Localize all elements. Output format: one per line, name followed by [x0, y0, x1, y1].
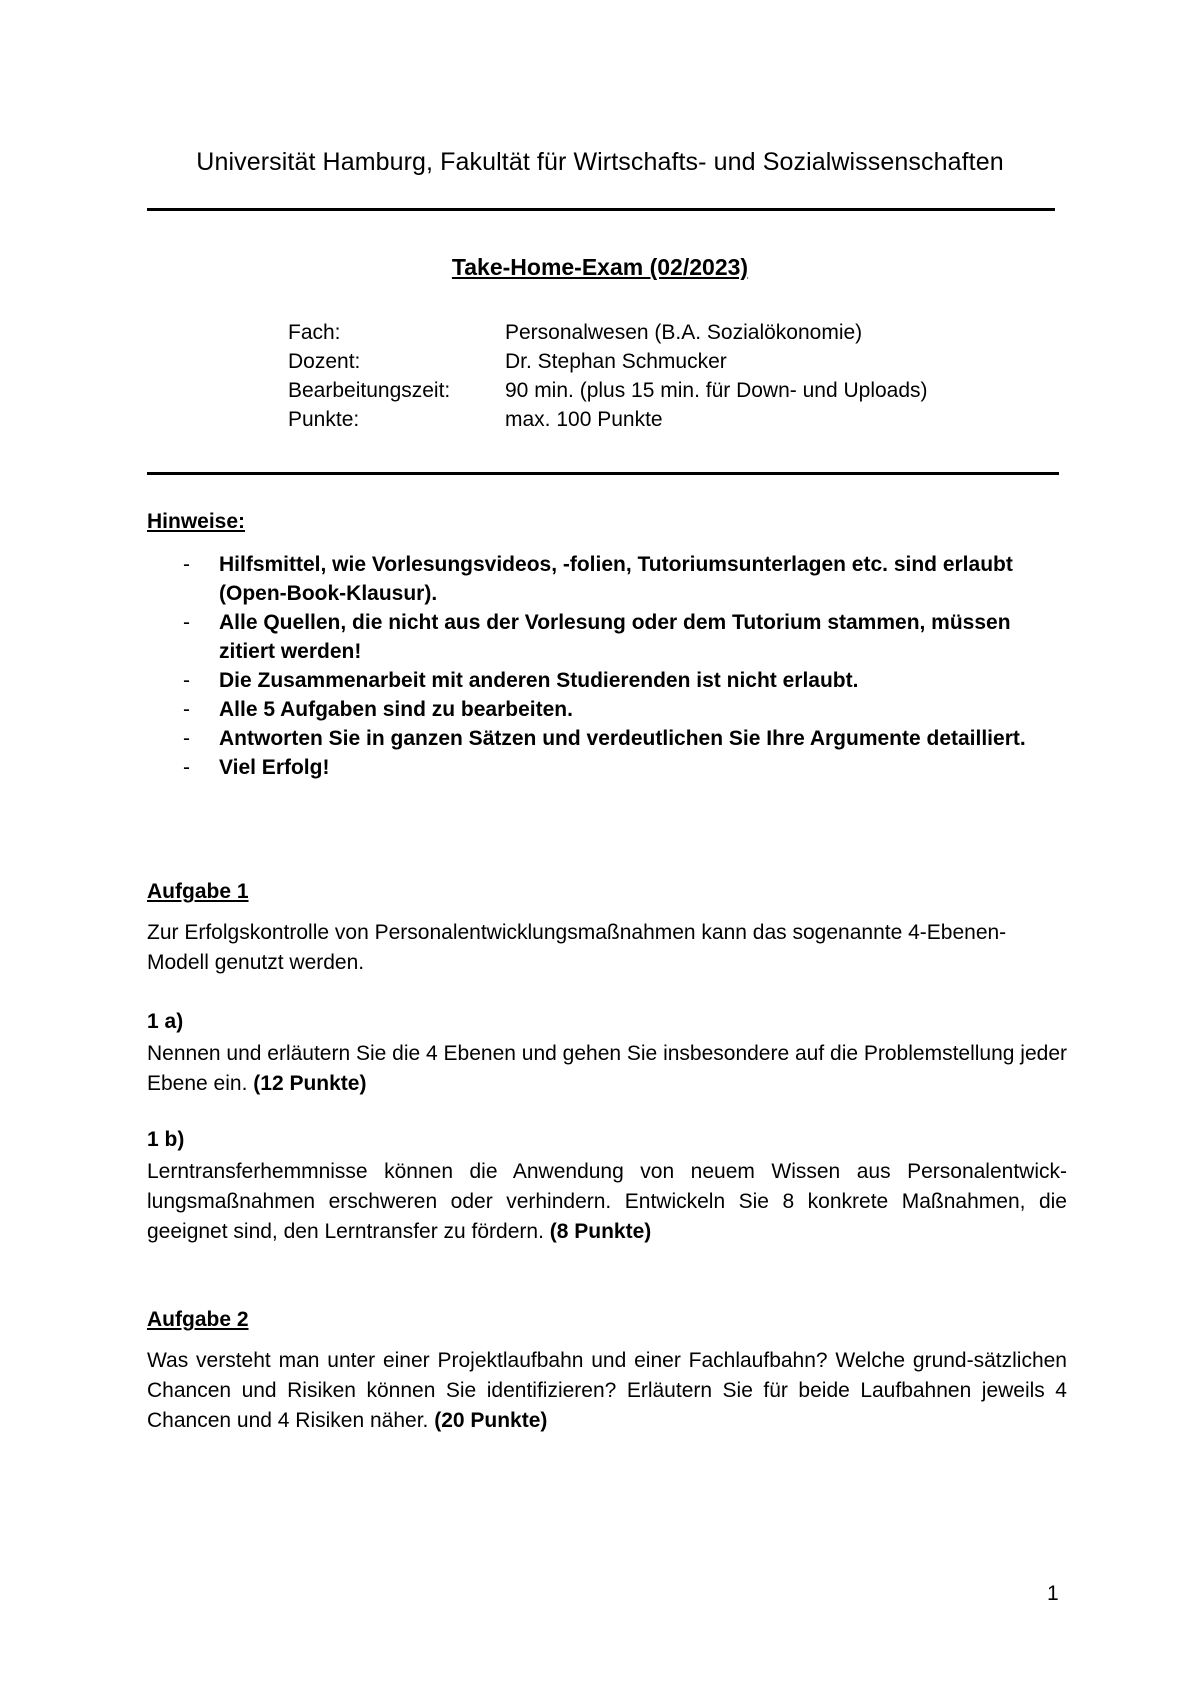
list-dash: - — [183, 669, 190, 692]
meta-label: Punkte: — [288, 408, 360, 431]
meta-value: 90 min. (plus 15 min. für Down- und Uploads) — [505, 379, 928, 402]
task1-heading: Aufgabe 1 — [147, 880, 249, 903]
meta-label: Fach: — [288, 321, 341, 344]
task2-text: Was versteht man unter einer Projektlaufbahn und einer Fachlaufbahn? Welche grund-sätzlichen Chancen und Risiken können Sie identifizieren? Erläutern Sie für beide Laufbahnen jeweils 4 Chancen und 4 Risiken näher. — [147, 1349, 1067, 1432]
meta-label: Bearbeitungszeit: — [288, 379, 451, 402]
hint-text: Alle Quellen, die nicht aus der Vorlesung oder dem Tutorium stammen, müssen zitiert werden! — [219, 611, 1011, 663]
task1a-label: 1 a) — [147, 1010, 184, 1033]
list-item — [183, 695, 1063, 724]
list-item — [183, 550, 1063, 608]
task1a-question — [147, 1039, 1067, 1099]
list-dash: - — [183, 727, 190, 750]
task1b-text: Lerntransferhemmnisse können die Anwendung von neuem Wissen aus Personalentwick-lungsmaßnahmen erschweren oder verhindern. Entwickeln Sie 8 konkrete Maßnahmen, die geeignet sind, den Lerntransfer zu fördern. — [147, 1160, 1067, 1243]
meta-label: Dozent: — [288, 350, 361, 373]
meta-value: max. 100 Punkte — [505, 408, 663, 431]
task2-heading: Aufgabe 2 — [147, 1308, 249, 1331]
task1b-label: 1 b) — [147, 1128, 185, 1151]
hint-text: Viel Erfolg! — [219, 756, 330, 779]
info-divider — [147, 472, 1059, 475]
hint-text: Hilfsmittel, wie Vorlesungsvideos, -folien, Tutoriumsunterlagen etc. sind erlaubt (Open-Book-Klausur). — [219, 553, 1013, 605]
meta-value: Personalwesen (B.A. Sozialökonomie) — [505, 321, 863, 344]
task2-question — [147, 1346, 1067, 1436]
meta-row-lecturer — [288, 347, 928, 376]
meta-row-duration — [288, 376, 928, 405]
list-dash: - — [183, 698, 190, 721]
hint-text: Antworten Sie in ganzen Sätzen und verdeutlichen Sie Ihre Argumente detailliert. — [219, 727, 1026, 750]
university-header: Universität Hamburg, Fakultät für Wirtschafts- und Sozialwissenschaften — [196, 148, 1004, 176]
list-item — [183, 608, 1063, 666]
exam-title: Take-Home-Exam (02/2023) — [451, 254, 749, 280]
list-item — [183, 724, 1063, 753]
task1b-points: (8 Punkte) — [549, 1220, 652, 1243]
list-dash: - — [183, 553, 190, 576]
hint-text: Die Zusammenarbeit mit anderen Studierenden ist nicht erlaubt. — [219, 669, 859, 692]
hint-text: Alle 5 Aufgaben sind zu bearbeiten. — [219, 698, 573, 721]
list-dash: - — [183, 756, 190, 779]
list-item — [183, 666, 1063, 695]
hints-list — [183, 550, 1063, 782]
task2-points: (20 Punkte) — [434, 1409, 548, 1432]
task1b-question — [147, 1157, 1067, 1247]
task1a-points: (12 Punkte) — [253, 1072, 367, 1095]
page-number: 1 — [1047, 1582, 1059, 1605]
header-divider — [147, 208, 1055, 211]
meta-row-subject — [288, 318, 928, 347]
meta-value: Dr. Stephan Schmucker — [505, 350, 727, 373]
list-dash: - — [183, 611, 190, 634]
hints-heading: Hinweise: — [147, 510, 246, 533]
task1-intro: Zur Erfolgskontrolle von Personalentwicklungsmaßnahmen kann das sogenannte 4-Ebenen-Modell genutzt werden. — [147, 921, 1007, 974]
list-item — [183, 753, 1063, 782]
task1a-text: Nennen und erläutern Sie die 4 Ebenen und gehen Sie insbesondere auf die Problemstellung jeder Ebene ein. — [147, 1042, 1067, 1095]
meta-row-points — [288, 405, 928, 434]
exam-info-table — [288, 318, 928, 434]
